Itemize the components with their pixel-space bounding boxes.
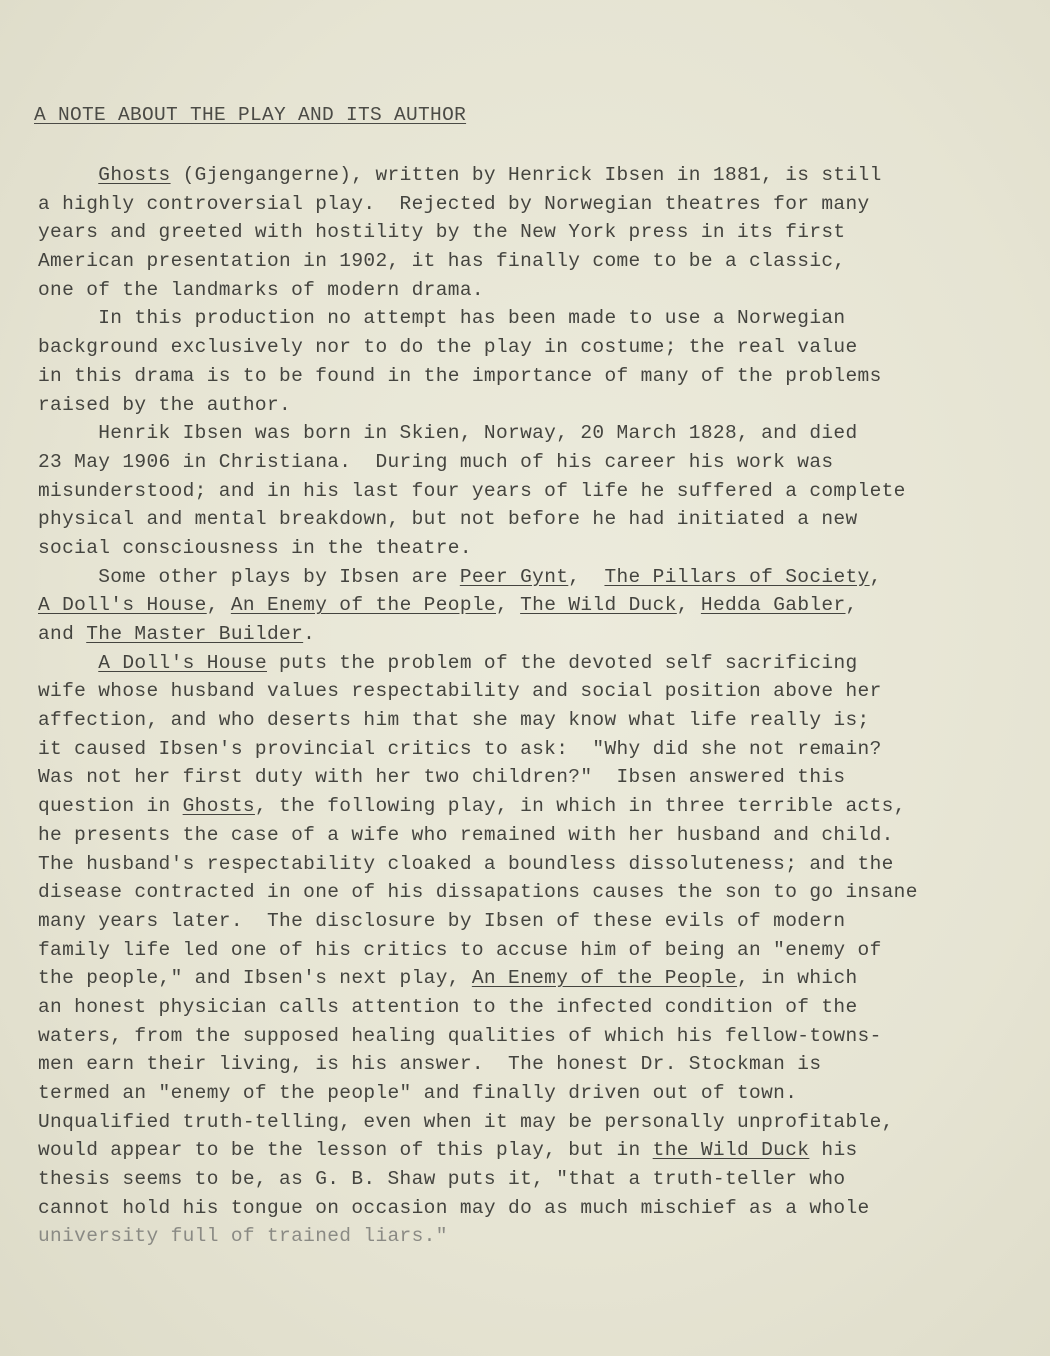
text-line bbox=[38, 792, 1028, 821]
text-run: , bbox=[676, 594, 701, 617]
text-run: many years later. The disclosure by Ibsen of these evils of modern bbox=[38, 909, 846, 932]
underlined-title: Peer Gynt bbox=[459, 565, 569, 588]
text-run: In this production no attempt has been made to use a Norwegian bbox=[38, 307, 846, 330]
text-run: and bbox=[38, 623, 87, 645]
text-line bbox=[38, 304, 1028, 333]
text-line bbox=[38, 878, 1028, 907]
text-run: (Gjengangerne), written by Henrick Ibsen in 1881, is still bbox=[170, 164, 882, 186]
text-line bbox=[38, 419, 1028, 448]
text-run: university full of trained liars." bbox=[38, 1225, 448, 1248]
text-run: , bbox=[496, 594, 521, 617]
text-line bbox=[38, 649, 1028, 678]
text-line bbox=[38, 1222, 1028, 1251]
text-run: Some other plays by Ibsen are bbox=[38, 565, 460, 588]
text-run: misunderstood; and in his last four years of life he suffered a complete bbox=[38, 479, 906, 502]
text-run: , bbox=[845, 594, 858, 617]
text-run: , bbox=[869, 565, 882, 588]
text-run bbox=[38, 164, 98, 186]
text-run: , the following play, in which in three terrible acts, bbox=[254, 795, 906, 818]
text-run: physical and mental breakdown, but not before he had initiated a new bbox=[38, 508, 858, 531]
text-line bbox=[38, 677, 1028, 706]
text-run: wife whose husband values respectability and social position above her bbox=[38, 680, 882, 703]
text-run: years and greeted with hostility by the New York press in its first bbox=[38, 221, 846, 244]
text-line bbox=[38, 362, 1028, 391]
underlined-title: The Pillars of Society bbox=[604, 565, 870, 588]
text-line bbox=[38, 1079, 1028, 1108]
text-line bbox=[38, 735, 1028, 764]
text-run: American presentation in 1902, it has finally come to be a classic, bbox=[38, 250, 846, 273]
text-run bbox=[38, 652, 98, 674]
text-line bbox=[38, 850, 1028, 879]
text-run: men earn their living, is his answer. The honest Dr. Stockman is bbox=[38, 1053, 822, 1076]
text-line bbox=[38, 161, 1028, 190]
text-run: Unqualified truth-telling, even when it may be personally unprofitable, bbox=[38, 1110, 894, 1133]
text-line bbox=[38, 1108, 1028, 1137]
text-run: waters, from the supposed healing qualities of which his fellow-towns- bbox=[38, 1024, 882, 1047]
underlined-title: The Master Builder bbox=[86, 623, 304, 645]
underlined-title: A Doll's House bbox=[38, 594, 207, 617]
text-run: his bbox=[809, 1139, 858, 1162]
text-line bbox=[38, 563, 1028, 592]
underlined-title: The Wild Duck bbox=[520, 594, 677, 617]
text-line bbox=[38, 706, 1028, 735]
underlined-title: An Enemy of the People bbox=[230, 594, 496, 617]
body-text bbox=[38, 161, 1028, 1251]
text-line bbox=[38, 333, 1028, 362]
text-line bbox=[38, 218, 1028, 247]
text-run: termed an "enemy of the people" and finally driven out of town. bbox=[38, 1082, 798, 1104]
text-line bbox=[38, 1194, 1028, 1223]
text-run: Was not her first duty with her two children?" Ibsen answered this bbox=[38, 766, 846, 789]
text-run: he presents the case of a wife who remained with her husband and child. bbox=[38, 823, 894, 846]
text-run: in this drama is to be found in the importance of many of the problems bbox=[38, 364, 882, 387]
text-run: puts the problem of the devoted self sacrificing bbox=[267, 651, 858, 674]
text-line bbox=[38, 1022, 1028, 1051]
text-line bbox=[38, 190, 1028, 219]
text-run: 23 May 1906 in Christiana. During much of his career his work was bbox=[38, 450, 834, 473]
text-run: thesis seems to be, as G. B. Shaw puts it, "that a truth-teller who bbox=[38, 1168, 846, 1191]
text-line bbox=[38, 763, 1028, 792]
text-line bbox=[38, 1136, 1028, 1165]
text-run: . bbox=[303, 623, 316, 645]
text-line bbox=[38, 247, 1028, 276]
text-line bbox=[38, 1050, 1028, 1079]
text-run: the people," and Ibsen's next play, bbox=[38, 967, 472, 990]
text-run: disease contracted in one of his dissapations causes the son to go insane bbox=[38, 881, 918, 904]
text-run: affection, and who deserts him that she may know what life really is; bbox=[38, 709, 870, 732]
text-run: background exclusively nor to do the play in costume; the real value bbox=[38, 336, 858, 359]
text-line bbox=[38, 448, 1028, 477]
text-line bbox=[38, 1165, 1028, 1194]
page-title: A NOTE ABOUT THE PLAY AND ITS AUTHOR bbox=[34, 104, 467, 126]
underlined-title: Ghosts bbox=[98, 164, 171, 186]
text-line bbox=[38, 391, 1028, 420]
text-run: social consciousness in the theatre. bbox=[38, 536, 472, 559]
text-line bbox=[38, 936, 1028, 965]
text-run: would appear to be the lesson of this play, but in bbox=[38, 1139, 653, 1162]
underlined-title: Hedda Gabler bbox=[700, 594, 846, 617]
text-line bbox=[38, 907, 1028, 936]
text-line bbox=[38, 477, 1028, 506]
text-run: cannot hold his tongue on occasion may do as much mischief as a whole bbox=[38, 1196, 870, 1219]
text-line bbox=[38, 993, 1028, 1022]
underlined-title: Ghosts bbox=[182, 795, 255, 818]
text-line bbox=[38, 591, 1028, 620]
text-run: a highly controversial play. Rejected by Norwegian theatres for many bbox=[38, 192, 870, 215]
text-line bbox=[38, 821, 1028, 850]
text-run: family life led one of his critics to accuse him of being an "enemy of bbox=[38, 938, 882, 961]
text-run: raised by the author. bbox=[38, 393, 292, 416]
text-line bbox=[38, 964, 1028, 993]
text-line bbox=[38, 534, 1028, 563]
text-run: The husband's respectability cloaked a boundless dissoluteness; and the bbox=[38, 852, 894, 875]
text-line bbox=[38, 505, 1028, 534]
underlined-title: the Wild Duck bbox=[652, 1139, 810, 1162]
text-run: it caused Ibsen's provincial critics to ask: "Why did she not remain? bbox=[38, 737, 882, 760]
text-run: question in bbox=[38, 795, 183, 818]
text-line bbox=[38, 620, 1028, 649]
text-run: Henrik Ibsen was born in Skien, Norway, 20 March 1828, and died bbox=[38, 422, 858, 445]
text-run: one of the landmarks of modern drama. bbox=[38, 278, 484, 301]
text-run: , in which bbox=[737, 967, 858, 990]
text-run: an honest physician calls attention to the infected condition of the bbox=[38, 995, 858, 1018]
text-line bbox=[38, 276, 1028, 305]
underlined-title: An Enemy of the People bbox=[471, 967, 738, 990]
text-run: , bbox=[206, 594, 231, 617]
underlined-title: A Doll's House bbox=[98, 651, 267, 674]
text-run: , bbox=[568, 565, 605, 588]
